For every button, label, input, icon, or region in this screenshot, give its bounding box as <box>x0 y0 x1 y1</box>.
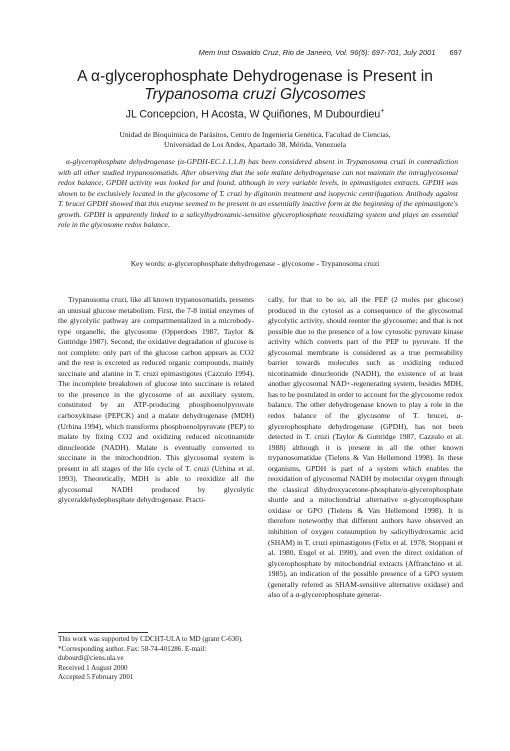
title-line-2: Trypanosoma cruzi Glycosomes <box>144 86 366 103</box>
authors-text: JL Concepcion, H Acosta, W Quiñones, M Dubourdieu <box>125 108 381 121</box>
author-list <box>40 108 470 121</box>
journal-citation: Mem Inst Oswaldo Cruz, Rio de Janeiro, Vol. 96(5): 697-701, July 2001 <box>198 48 436 57</box>
footnote-accepted: Accepted 5 February 2001 <box>58 673 134 682</box>
title-line-1: A α-glycerophosphate Dehydrogenase is Present in <box>77 68 433 85</box>
corresponding-mark: + <box>380 108 385 115</box>
affiliation-line-2: Universidad de Los Andes, Apartado 38, Mérida, Venezuela <box>163 140 347 149</box>
footnotes <box>58 632 254 683</box>
body-column-right <box>268 295 463 601</box>
footnote-corresponding: *Corresponding author. Fax: 58-74-401286. E-mail: dubourdi@ciens.ula.ve <box>58 644 207 663</box>
body-paragraph-left: Trypanosoma cruzi, like all known trypanosomatids, presents an unusual glucose metabolism. First, the 7-8 initial enzymes of the glycolytic pathway are compartmentalized in a microbody-type organelle, the glycosome (Opperdoes 1987, Taylor & Guttridge 1987). Second, the oxidative degradation of glucose is not complete: only part of the glucose carbon appears as CO2 and the rest is excreted as reduced organic compounds, mainly succinate and alanine in T. cruzi epimastigotes (Cazzulo 1994). The incomplete breakdown of glucose into succinate is related to the presence in the glycosome of an auxiliary system, constituted by an ATP-producing phosphoenolpyruvate carboxykinase (PEPCK) and a malate dehydrogenase (MDH) (Urbina 1994), which transforms phosphoenolpyruvate (PEP) to malate by fixing CO2 and oxidizing reduced nicotinamide dinucleotide (NADH). Malate is eventually converted to succinate in the mitochondrion. This glycosomal system is present in all stages of the life cycle of T. cruzi (Urbina et al. 1993). Theoretically, MDH is able to reoxidize all the glycosomal NADH produced by glycolytic glyceraldehydephosphate dehydrogenase. Practi- <box>58 295 254 505</box>
running-head <box>0 48 462 57</box>
body-column-left <box>58 295 254 506</box>
body-paragraph-right: cally, for that to be so, all the PEP (2 moles per glucose) produced in the cytosol as a consequence of the glycosomal glycolytic activity, should reenter the glycosome; and that is not possible due to the presence of a low cytosolic pyruvate kinase activity which converts part of the PEP to pyruvate. If the glycosomal membrane is considered as a true permeability barrier towards molecules such as oxidizing reduced nicotinamide dinucleotide (NADH), the existence of at least another glycosomal NAD+-regenerating system, besides MDH, has to be postulated in order to account for the glycosome redox balance. The other dehydrogenase known to play a role in the redox balance of the glycosome of T. brucei, α-glycerophosphate dehydrogenase (GPDH), has not been detected in T. cruzi (Taylor & Guttridge 1987, Cazzulo et al. 1988) although it is present in all the other known trypanosomatidae (Tielens & Van Hellemond 1998). In these organisms, GPDH is part of a system which enables the reoxidation of glycosomal NADH by molecular oxygen through the classical dihydroxyacetone-phosphate/α-glycerophosphate shuttle and a mitochondrial alternative α-glycerophosphate oxidase or GPO (Tielens & Van Hellemond 1998). It is therefore noteworthy that different authors have observed an inhibition of oxygen consumption by salicylhydroxamic acid (SHAM) in T. cruzi epimastigotes (Felix et al. 1978, Stoppani et al. 1980, Engel et al. 1990), and even the direct oxidation of glycerophosphate by mitochondrial extracts (Affranchino et al. 1985), an indication of the possible presence of a GPO system (generally refered as SHAM-sensitive alternative oxidase) and also of a α-glycerophosphate generat- <box>268 295 463 600</box>
abstract-text: α-glycerophosphate dehydrogenase (α-GPDH-EC.1.1.1.8) has been considered absent in Trypanosoma cruzi in contradiction with all other studied trypanosomatids. After observing that the sole malate dehydrogenase can not maintain the intraglycosomal redox balance, GPDH activity was looked for and found, although in very variable levels, in epimastigotes extracts. GPDH was shown to be exclusively located in the glycosome of T. cruzi by digitonin treatment and isopycnic centrifugation. Antibody against T. brucei GPDH showed that this enzyme seemed to be present in an essentially inactive form at the beginning of the epimastigote's growth. GPDH is apparently linked to a salicylhydroxamic-sensitive glycerophosphate reoxidizing system and plays an essential role in the glycosome redox balance. <box>58 157 458 230</box>
footnote-rule <box>58 632 148 633</box>
keywords: Key words: α-glycerophosphate dehydrogenase - glycosome - Trypanosoma cruzi <box>130 259 380 268</box>
page-number: 697 <box>449 48 462 57</box>
footnote-received: Received 1 August 2000 <box>58 663 128 672</box>
affiliation-line-1: Unidad de Bioquímica de Parásitos, Centro de Ingeniería Genética, Facultad de Ciencias, <box>119 130 391 139</box>
affiliation <box>40 130 470 150</box>
article-title <box>40 68 470 104</box>
footnote-funding: This work was supported by CDCHT-ULA to MD (grant C-630). <box>58 635 243 643</box>
abstract <box>58 157 458 231</box>
